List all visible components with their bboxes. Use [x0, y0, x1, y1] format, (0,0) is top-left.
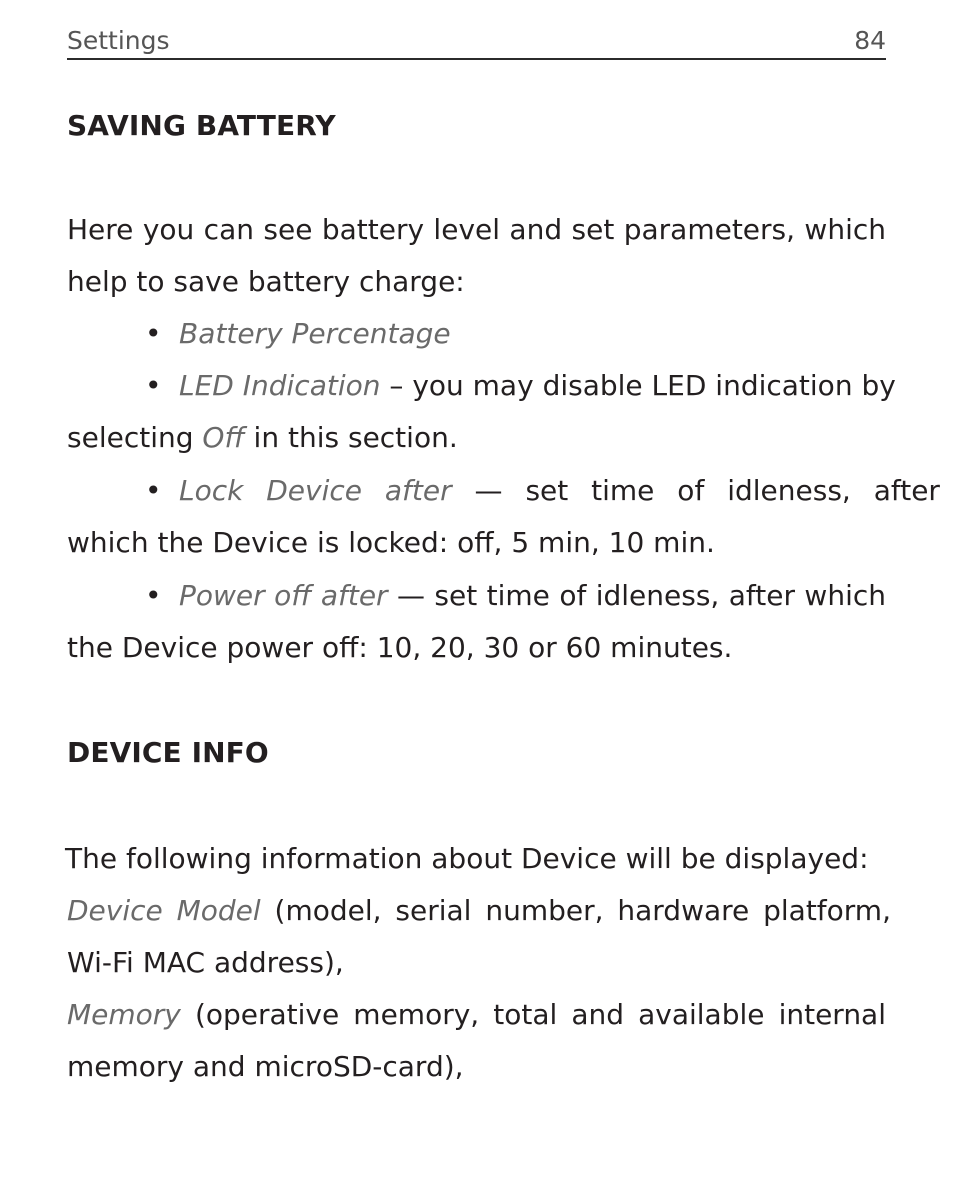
list-item-term: LED Indication — [179, 369, 381, 402]
paragraph-line: memory and microSD-card), — [67, 1050, 464, 1083]
paragraph-line: Device Model (model, serial number, hardware platform, — [67, 894, 891, 927]
page-header — [67, 22, 886, 60]
paragraph-line: The following information about Device will be displayed: — [65, 842, 869, 875]
list-item — [179, 308, 886, 360]
bullet-marker: • — [145, 317, 162, 350]
page-number: 84 — [854, 26, 886, 55]
list-item: LED Indication – you may disable LED indication by — [179, 369, 896, 402]
list-item-continuation: which the Device is locked: off, 5 min, 10 min. — [67, 526, 715, 559]
paragraph-line: Wi-Fi MAC address), — [67, 946, 344, 979]
list-item-term: Power off after — [179, 579, 388, 612]
list-item-continuation: selecting Off in this section. — [67, 421, 458, 454]
list-item-continuation: the Device power off: 10, 20, 30 or 60 minutes. — [67, 631, 733, 664]
list-item: Lock Device after — set time of idleness, after — [179, 474, 940, 507]
list-item-term: Lock Device after — [179, 474, 452, 507]
section-heading: DEVICE INFO — [67, 736, 269, 769]
paragraph-line: Here you can see battery level and set parameters, which — [67, 213, 886, 246]
section-heading: SAVING BATTERY — [67, 109, 336, 142]
running-header-title: Settings — [67, 26, 170, 55]
bullet-marker: • — [145, 579, 162, 612]
info-term: Memory — [67, 998, 181, 1031]
paragraph-line: help to save battery charge: — [67, 265, 465, 298]
list-item: Power off after — set time of idleness, after which — [179, 579, 886, 612]
paragraph-line: Memory (operative memory, total and available internal — [67, 998, 886, 1031]
bullet-marker: • — [145, 474, 162, 507]
info-term: Device Model — [67, 894, 261, 927]
bullet-marker: • — [145, 369, 162, 402]
list-item-term: Battery Percentage — [179, 317, 451, 350]
